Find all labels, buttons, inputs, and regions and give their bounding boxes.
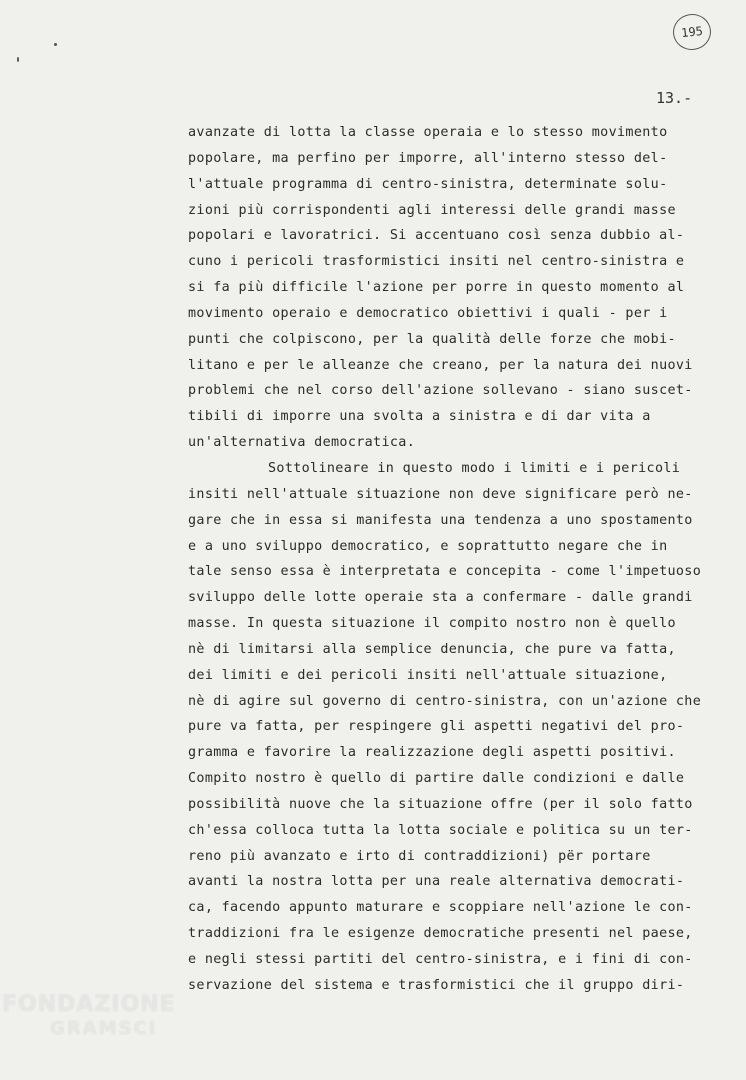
text-line: sviluppo delle lotte operaie sta a confermare - dalle grandi xyxy=(188,590,693,606)
text-line: possibilità nuove che la situazione offre (per il solo fatto xyxy=(188,796,693,812)
text-line: gramma e favorire la realizzazione degli aspetti positivi. xyxy=(188,745,676,761)
text-line: avanti la nostra lotta per una reale alternativa democrati- xyxy=(188,874,685,890)
text-line: l'attuale programma di centro-sinistra, determinate solu- xyxy=(188,176,668,192)
text-line: traddizioni fra le esigenze democratiche presenti nel paese, xyxy=(188,926,693,942)
text-line: insiti nell'attuale situazione non deve significare però ne- xyxy=(188,486,693,502)
text-line: pure va fatta, per respingere gli aspetti negativi del pro- xyxy=(188,719,685,735)
text-line: cuno i pericoli trasformistici insiti nel centro-sinistra e xyxy=(188,254,685,270)
text-line: Compito nostro è quello di partire dalle condizioni e dalle xyxy=(188,771,685,787)
text-line: servazione del sistema e trasformistici che il gruppo diri- xyxy=(188,977,685,993)
text-line: litano e per le alleanze che creano, per la natura dei nuovi xyxy=(188,357,693,373)
watermark-logo xyxy=(2,994,176,1038)
text-line: gare che in essa si manifesta una tendenza a uno spostamento xyxy=(188,512,693,528)
text-line: tale senso essa è interpretata e concepita - come l'impetuoso xyxy=(188,564,702,580)
body-text xyxy=(188,120,736,999)
text-line: popolari e lavoratrici. Si accentuano così senza dubbio al- xyxy=(188,228,685,244)
text-line: masse. In questa situazione il compito nostro non è quello xyxy=(188,616,676,632)
archive-stamp-number: 195 xyxy=(680,23,704,41)
text-line: un'alternativa democratica. xyxy=(188,435,416,451)
text-line: problemi che nel corso dell'azione sollevano - siano suscet- xyxy=(188,383,693,399)
text-line: si fa più difficile l'azione per porre in questo momento al xyxy=(188,280,685,296)
text-line: dei limiti e dei pericoli insiti nell'attuale situazione, xyxy=(188,667,668,683)
watermark-line-2: GRAMSCI xyxy=(50,1018,158,1039)
text-line: reno più avanzato e irto di contraddizioni) për portare xyxy=(188,848,651,864)
text-line: e negli stessi partiti del centro-sinistra, e i fini di con- xyxy=(188,952,693,967)
text-line: avanzate di lotta la classe operaia e lo stesso movimento xyxy=(188,125,668,140)
speck-mark xyxy=(17,57,19,62)
text-line: Sottolineare in questo modo i limiti e i pericoli xyxy=(268,460,681,476)
text-line: zioni più corrispondenti agli interessi delle grandi masse xyxy=(188,202,676,218)
text-line: nè di limitarsi alla semplice denuncia, che pure va fatta, xyxy=(188,641,676,657)
text-line: movimento operaio e democratico obiettivi i quali - per i xyxy=(188,305,668,321)
text-line: e a uno sviluppo democratico, e soprattutto negare che in xyxy=(188,538,668,554)
text-line: nè di agire sul governo di centro-sinistra, con un'azione che xyxy=(188,693,702,709)
watermark-line-1: FONDAZIONE xyxy=(2,992,176,1017)
text-line: tibili di imporre una svolta a sinistra e di dar vita a xyxy=(188,409,651,425)
page-number: 13.- xyxy=(656,89,693,107)
text-line: ch'essa colloca tutta la lotta sociale e politica su un ter- xyxy=(188,822,693,838)
speck-mark xyxy=(54,43,57,46)
text-line: punti che colpiscono, per la qualità delle forze che mobi- xyxy=(188,331,676,347)
text-line: ca, facendo appunto maturare e scoppiare nell'azione le con- xyxy=(188,900,693,916)
text-line: popolare, ma perfino per imporre, all'interno stesso del- xyxy=(188,150,668,166)
archive-stamp xyxy=(671,12,713,52)
